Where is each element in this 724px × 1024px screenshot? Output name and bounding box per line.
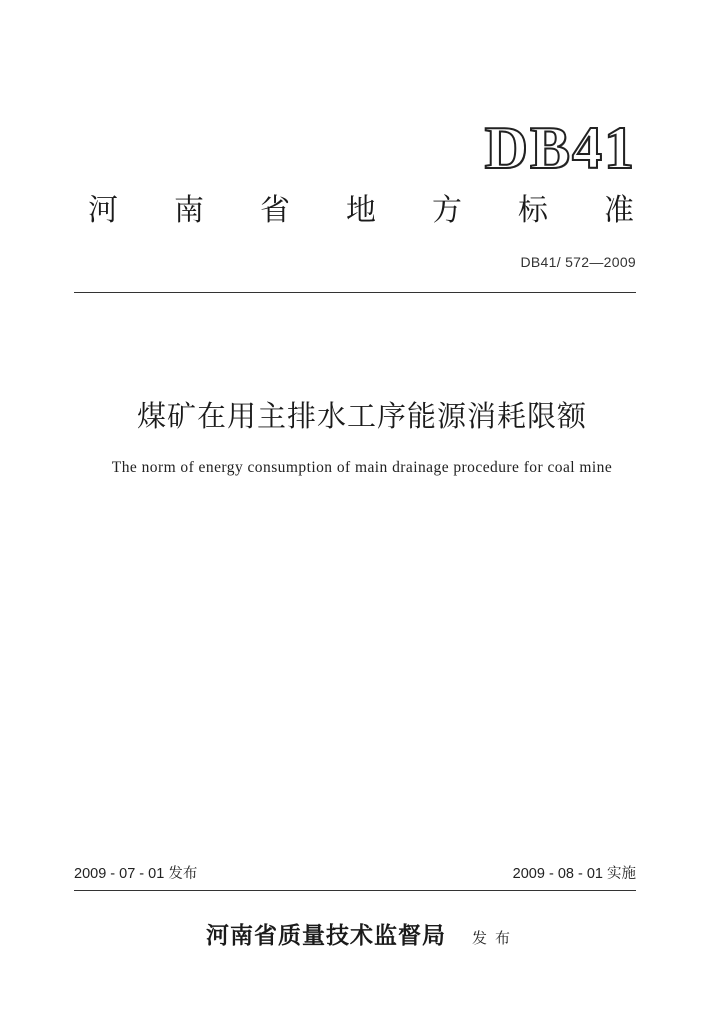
standard-type-char: 方 — [432, 193, 462, 228]
standard-type-char: 准 — [604, 193, 634, 228]
standard-type-char: 标 — [518, 193, 548, 228]
standard-type-heading — [88, 193, 634, 228]
publisher-line — [0, 924, 724, 947]
standard-type-char: 南 — [174, 193, 204, 228]
standard-number: DB41/ 572—2009 — [520, 254, 636, 270]
bottom-divider — [74, 890, 636, 891]
document-title-chinese: 煤矿在用主排水工序能源消耗限额 — [136, 399, 587, 433]
publisher-name: 河南省质量技术监督局 — [205, 922, 446, 949]
top-divider — [74, 292, 636, 293]
standard-type-char: 省 — [260, 193, 290, 228]
standard-code-logo: DB41 — [484, 115, 636, 181]
standard-type-char: 河 — [88, 193, 118, 228]
issue-date: 2009 - 07 - 01 发布 — [74, 866, 198, 882]
implementation-date: 2009 - 08 - 01 实施 — [512, 866, 636, 882]
document-title-english: The norm of energy consumption of main drainage procedure for coal mine — [111, 459, 613, 476]
standard-type-char: 地 — [346, 193, 376, 228]
publish-label: 发布 — [471, 929, 518, 947]
